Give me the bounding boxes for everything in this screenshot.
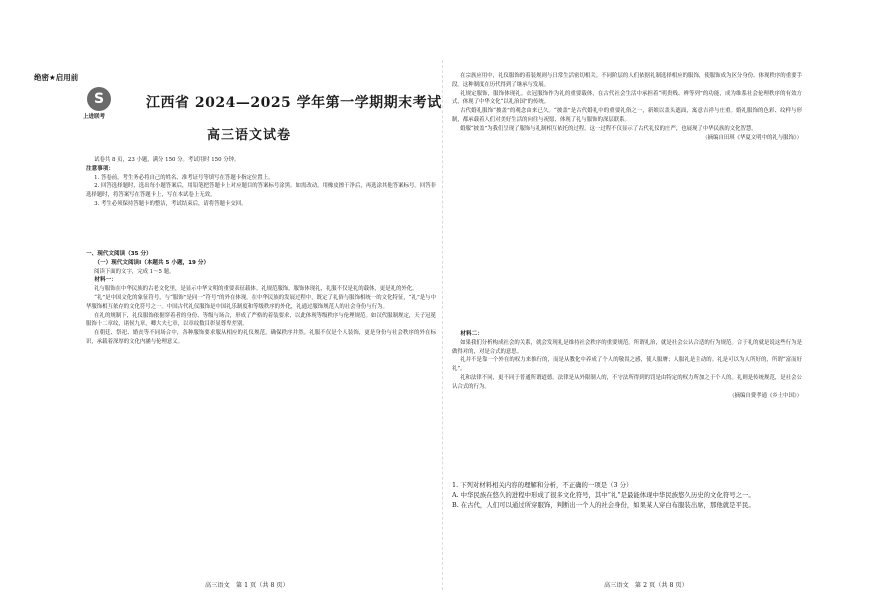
- exam-info: 试卷共 8 页，23 小题，满分 150 分。考试用时 150 分钟。: [94, 157, 240, 163]
- section-sub: （一）现代文阅读Ⅰ（本题共 5 小题，19 分）: [94, 259, 210, 266]
- paragraph: 婚服“披盖”为我们呈现了服饰与礼制相互依托的过程。这一过程不仅显示了古代礼仪的庄严，也展现了中华民族的文化智慧。: [460, 125, 757, 132]
- paragraph: 如果我们分析构成社会的关系，就会发现礼是维持社会秩序的重要规范。所谓礼治，就是社会公认合适的行为规范。合于礼的就是说这些行为是做得对的，对是合式的意思。: [452, 339, 802, 355]
- paragraph: 在宗族应用中，礼仪服饰的着装规则与日常生活密切相关。不同阶层的人们依据礼制选择相应的服饰，使服饰成为区分身份、体现秩序的重要手段。这种制度在历代得到了继承与发展。: [452, 73, 802, 88]
- question-stem: 1. 下列对材料相关内容的理解和分析，不正确的一项是（3 分）: [452, 481, 633, 489]
- logo-text: 上进联考: [83, 114, 106, 120]
- section-title: 一、现代文阅读（35 分）: [86, 251, 152, 257]
- right-top-block: [452, 72, 802, 142]
- notice-item: 2. 回答选择题时，选出每小题答案后，用铅笔把答题卡上对应题目的答案标号涂黑。如需改动，用橡皮擦干净后，再选涂其他答案标号。回答非选择题时，将答案写在答题卡上，写在本试卷上无效。: [86, 183, 436, 199]
- material-label: 材料二：: [460, 331, 483, 337]
- page-footer: 高三语文 第 1 页（共 8 页）: [205, 582, 289, 589]
- intro-block: [86, 156, 436, 209]
- source-citation: （摘编自田琪《华夏文明中的礼与服饰》）: [702, 134, 802, 141]
- logo-icon: S: [87, 87, 111, 111]
- paragraph: 古代婚礼服饰“披盖”的观念由来已久。“披盖”是古代婚礼中的重要礼俗之一，新娘以盖头遮面，寓意吉祥与庄重。婚礼服饰的色彩、纹样与形制，都承载着人们对美好生活的向往与祝愿，体现了礼与服饰的深层联系。: [452, 108, 802, 123]
- secret-mark: 绝密★启用前: [34, 73, 79, 82]
- source-citation: （摘编自费孝通《乡土中国》）: [729, 392, 802, 399]
- paragraph: 在礼的规制下，礼仪服饰依据穿着者的身份、等级与场合，形成了严格的着装要求，以此体现等级秩序与伦理规范。如汉代服制规定，天子冠冕服饰十二章纹，诸侯九章，卿大夫七章，以章纹数目彰显尊卑差别。: [86, 312, 436, 328]
- page-footer: 高三语文 第 2 页（共 8 页）: [604, 582, 688, 589]
- exam-title: 江西省 2024—2025 学年第一学期期末考试: [146, 95, 442, 111]
- notice-item: 3. 考生必须保持答题卡的整洁，考试结束后，请将答题卡交回。: [94, 200, 247, 207]
- brand-logo: [83, 87, 119, 120]
- question-block: [452, 480, 802, 510]
- notice-item: 1. 答卷前，考生务必将自己的姓名、准考证号等填写在答题卡指定位置上。: [94, 174, 274, 181]
- paragraph: 礼并不是靠一个外在的权力来推行的，而是从教化中养成了个人的敬畏之感，使人服膺；人服礼是主动的。礼是可以为人所好的，所谓“富而好礼”。: [452, 357, 802, 373]
- material2-block: [452, 330, 802, 400]
- question-option-b: B. 在古代，人们可以通过所穿服饰，判断出一个人的社会身份，如果某人穿白布服装出席，那他就是平民。: [452, 501, 755, 509]
- section-block: [86, 250, 436, 347]
- question-option-a: A. 中华民族在悠久的进程中形成了很多文化符号，其中“礼”是最能体现中华民族悠久历史的文化符号之一。: [452, 491, 755, 499]
- material-label: 材料一：: [94, 277, 117, 284]
- paragraph: 礼规定服饰，服饰体现礼。衣冠服饰作为礼的重要载体，在古代社会生活中承担着“明贵贱、辨等列”的功能，成为维系社会伦理秩序的有效方式，体现了中华文化“以礼治国”的传统。: [452, 90, 802, 106]
- section-instruction: 阅读下面的文字，完成 1～5 题。: [94, 268, 175, 275]
- paragraph: 礼和法律不同，更不同于普通所谓道德。法律是从外限制人的，不守法所得到的罚是由特定的权力所加之于个人的。礼则是传统规范，是社会公认合式的行为。: [452, 374, 802, 390]
- notice-heading: 注意事项：: [86, 165, 114, 172]
- page-divider: [442, 60, 443, 590]
- paragraph: 在朝廷、祭祀、婚丧等不同场合中，各种服饰要求服从相应的礼仪规范，确保秩序井然。礼服不仅是个人装饰，更是身份与社会秩序的外在标识，承载着深厚的文化内涵与伦理意义。: [86, 330, 436, 345]
- paragraph: “礼”是中国文化的象征符号，与“服饰”是同一“符号”的外在体现。在中华民族的发展过程中，既定了礼俗与服饰相统一的文化特征，“礼”是与中华服饰相互依存的文化符号之一。中国古代礼仪服饰是中国礼乐制度和等级秩序的外化，礼通过服饰规范人的社会身份与行为。: [86, 294, 436, 310]
- subject-title: 高三语文试卷: [207, 128, 292, 143]
- paragraph: 礼与服饰在中华民族的古老文化里，是显示中华文明的重要表征载体。礼规范服饰，服饰体现礼，礼服不仅是礼的载体，更是礼的外化。: [94, 286, 418, 293]
